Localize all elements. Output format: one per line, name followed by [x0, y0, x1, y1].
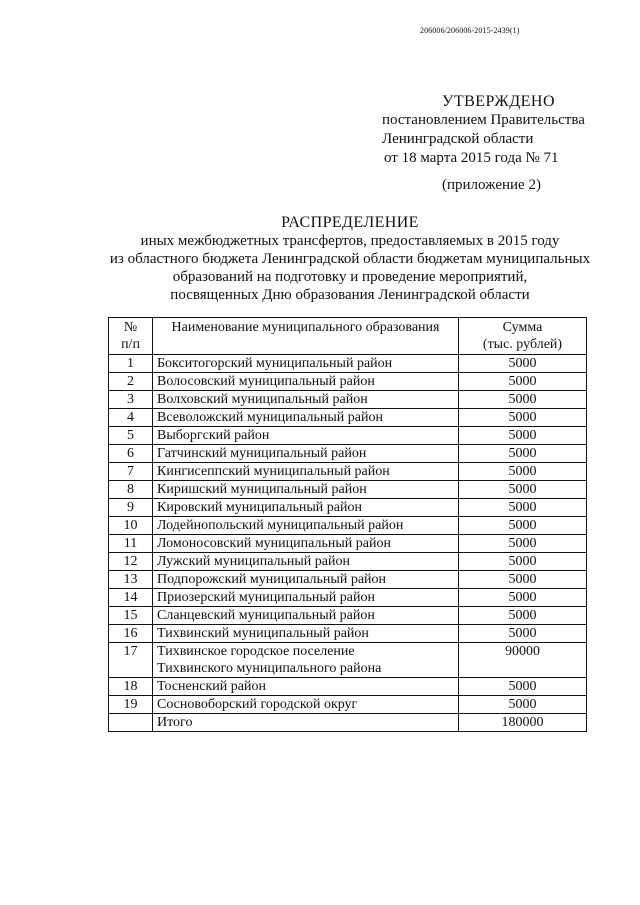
approval-authority: постановлением Правительства [382, 112, 585, 128]
row-number: 17 [109, 643, 153, 678]
row-number: 18 [109, 678, 153, 696]
row-name: Киришский муниципальный район [153, 481, 459, 499]
row-sum: 5000 [459, 696, 587, 714]
row-number: 7 [109, 463, 153, 481]
row-number: 2 [109, 373, 153, 391]
total-number-cell [109, 714, 153, 732]
total-sum: 180000 [459, 714, 587, 732]
row-sum: 5000 [459, 589, 587, 607]
row-number: 14 [109, 589, 153, 607]
row-sum: 5000 [459, 391, 587, 409]
approval-title: УТВЕРЖДЕНО [442, 93, 556, 110]
row-sum: 5000 [459, 553, 587, 571]
total-label: Итого [153, 714, 459, 732]
row-sum: 5000 [459, 517, 587, 535]
title-line-2: из областного бюджета Ленинградской области бюджетам муниципальных [109, 251, 591, 267]
title-line-3: образований на подготовку и проведение мероприятий, [172, 269, 528, 285]
row-sum: 5000 [459, 409, 587, 427]
row-sum: 5000 [459, 678, 587, 696]
row-name: Бокситогорский муниципальный район [153, 355, 459, 373]
row-name: Лодейнопольский муниципальный район [153, 517, 459, 535]
table-row [109, 571, 587, 589]
approval-region: Ленинградской области [382, 131, 534, 147]
header-name: Наименование муниципального образования [153, 318, 459, 355]
document-id: 206006/206006-2015-2439(1) [420, 26, 520, 35]
row-number: 3 [109, 391, 153, 409]
row-name: Волховский муниципальный район [153, 391, 459, 409]
row-number: 11 [109, 535, 153, 553]
table-row [109, 373, 587, 391]
row-name: Сланцевский муниципальный район [153, 607, 459, 625]
row-number: 8 [109, 481, 153, 499]
table-total-row [109, 714, 587, 732]
table-row [109, 535, 587, 553]
row-number: 12 [109, 553, 153, 571]
allocation-table [108, 317, 587, 732]
table-row [109, 355, 587, 373]
row-number: 13 [109, 571, 153, 589]
row-name: Подпорожский муниципальный район [153, 571, 459, 589]
table-row [109, 391, 587, 409]
row-number: 19 [109, 696, 153, 714]
row-number: 9 [109, 499, 153, 517]
table-row [109, 643, 587, 678]
row-sum: 5000 [459, 481, 587, 499]
row-sum: 5000 [459, 571, 587, 589]
row-name: Приозерский муниципальный район [153, 589, 459, 607]
row-name: Тосненский район [153, 678, 459, 696]
row-name: Тихвинский муниципальный район [153, 625, 459, 643]
approval-stamp [370, 92, 620, 195]
row-name: Выборгский район [153, 427, 459, 445]
table-row [109, 625, 587, 643]
row-number: 16 [109, 625, 153, 643]
row-name: Лужский муниципальный район [153, 553, 459, 571]
title-line-4: посвященных Дню образования Ленинградской области [170, 287, 530, 303]
row-sum: 5000 [459, 463, 587, 481]
row-name-line-2: Тихвинского муниципального района [157, 661, 382, 676]
row-name: Кингисеппский муниципальный район [153, 463, 459, 481]
table-row [109, 607, 587, 625]
approval-appendix: (приложение 2) [442, 177, 541, 193]
table-row [109, 445, 587, 463]
row-sum: 5000 [459, 499, 587, 517]
table-row [109, 517, 587, 535]
table-row [109, 499, 587, 517]
row-name: Кировский муниципальный район [153, 499, 459, 517]
row-number: 15 [109, 607, 153, 625]
row-number: 1 [109, 355, 153, 373]
row-number: 6 [109, 445, 153, 463]
row-number: 10 [109, 517, 153, 535]
row-name: Всеволожский муниципальный район [153, 409, 459, 427]
row-name-line-1: Тихвинское городское поселение [157, 644, 355, 659]
row-sum: 5000 [459, 607, 587, 625]
row-number: 4 [109, 409, 153, 427]
header-sum: Сумма (тыс. рублей) [459, 318, 587, 355]
table-row [109, 678, 587, 696]
table-row [109, 553, 587, 571]
row-sum: 5000 [459, 445, 587, 463]
row-name: Волосовский муниципальный район [153, 373, 459, 391]
table-row [109, 589, 587, 607]
title-heading: РАСПРЕДЕЛЕНИЕ [281, 214, 419, 231]
document-title [60, 214, 640, 304]
row-name: Гатчинский муниципальный район [153, 445, 459, 463]
row-sum: 5000 [459, 625, 587, 643]
row-sum: 90000 [459, 643, 587, 678]
table-row [109, 696, 587, 714]
header-number: № п/п [109, 318, 153, 355]
row-name [153, 643, 459, 678]
row-sum: 5000 [459, 373, 587, 391]
row-sum: 5000 [459, 355, 587, 373]
approval-date: от 18 марта 2015 года № 71 [384, 150, 559, 166]
row-name: Сосновоборский городской округ [153, 696, 459, 714]
row-name: Ломоносовский муниципальный район [153, 535, 459, 553]
title-line-1: иных межбюджетных трансфертов, предоставляемых в 2015 году [140, 233, 560, 249]
row-sum: 5000 [459, 535, 587, 553]
row-number: 5 [109, 427, 153, 445]
table-row [109, 481, 587, 499]
table-header-row [109, 318, 587, 355]
table-row [109, 463, 587, 481]
table-row [109, 427, 587, 445]
row-sum: 5000 [459, 427, 587, 445]
table-row [109, 409, 587, 427]
